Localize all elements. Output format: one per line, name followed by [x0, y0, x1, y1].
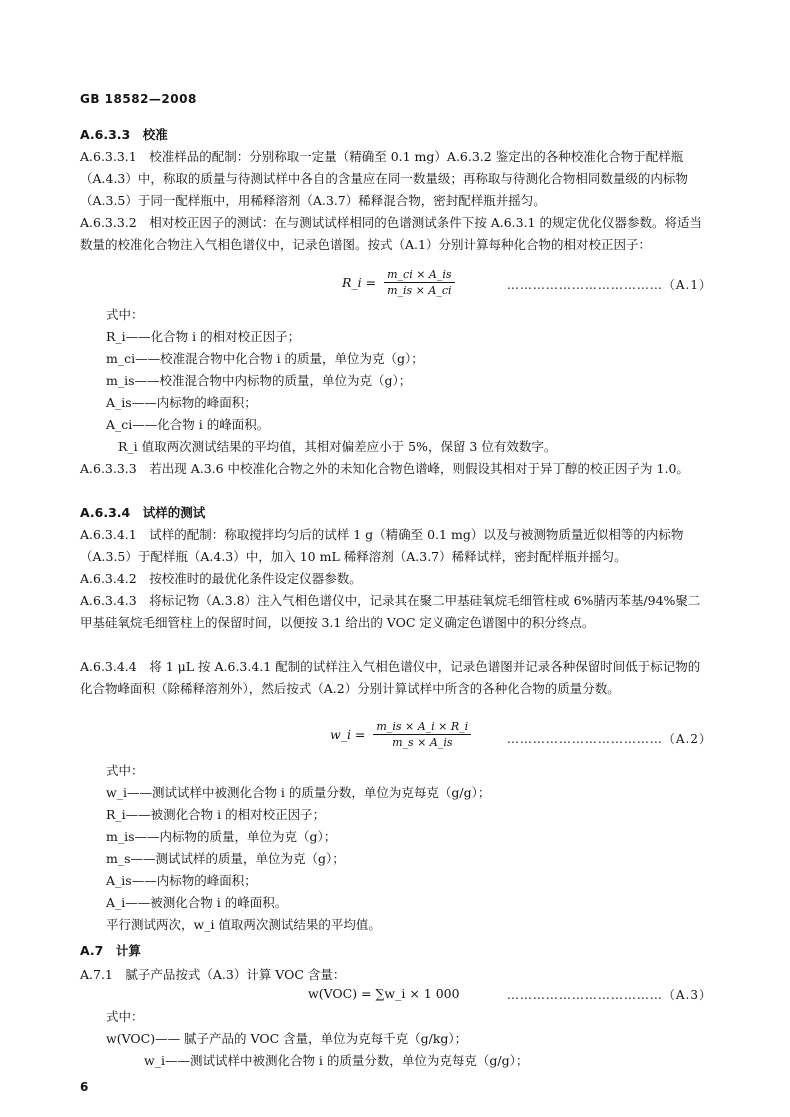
definition-item: R_i——化合物 i 的相对校正因子； — [106, 329, 301, 344]
definition-item: w_i——测试试样中被测化合物 i 的质量分数，单位为克每克（g/g）； — [144, 1053, 529, 1068]
equation-a1 — [80, 266, 712, 306]
fraction-denominator: m_s × A_is — [392, 736, 453, 749]
clause-a6333: A.6.3.3.3 若出现 A.3.6 中校准化合物之外的未知化合物色谱峰，则假设其相对于异丁醇的校正因子为 1.0。 — [80, 461, 689, 476]
equation-a3 — [80, 984, 712, 1008]
definition-item: A_is——内标物的峰面积； — [106, 873, 257, 888]
definition-item: A_is——内标物的峰面积； — [106, 395, 257, 410]
fraction — [373, 720, 471, 749]
definition-list — [80, 1028, 738, 1072]
definition-item: m_is——内标物的质量，单位为克（g）； — [106, 829, 337, 844]
definition-item: w(VOC)—— 腻子产品的 VOC 含量，单位为克每千克（g/kg）； — [106, 1031, 468, 1046]
heading-text: A.7 计算 — [80, 943, 141, 958]
fraction-numerator: m_ci × A_is — [384, 268, 454, 283]
ri-note: R_i 值取两次测试结果的平均值，其相对偏差应小于 5%，保留 3 位有效数字。 — [118, 439, 557, 454]
heading-text: A.6.3.3 校准 — [80, 127, 168, 142]
clause-a634-heading — [80, 502, 712, 524]
formula-wi — [330, 720, 471, 749]
equation-number: ………………………………（A.1） — [506, 278, 712, 292]
fraction-denominator: m_is × A_ci — [387, 284, 452, 297]
where-label: 式中： — [106, 1009, 144, 1024]
definition-item: m_s——测试试样的质量，单位为克（g）； — [106, 851, 345, 866]
standard-code: GB 18582—2008 — [80, 92, 197, 106]
page-number: 6 — [80, 1080, 89, 1094]
equation-number: ………………………………（A.3） — [506, 988, 712, 1002]
definition-item: A_i——被测化合物 i 的峰面积。 — [106, 895, 288, 910]
clause-a71: A.7.1 腻子产品按式（A.3）计算 VOC 含量： — [80, 967, 346, 982]
equation-a2 — [80, 720, 712, 760]
fraction — [384, 268, 454, 297]
clause-a7-heading — [80, 940, 712, 962]
fraction-numerator: m_is × A_i × R_i — [373, 720, 471, 735]
definition-item: m_is——校准混合物中内标物的质量，单位为克（g）； — [106, 373, 412, 388]
clause-a6341: A.6.3.4.1 试样的配制：称取搅拌均匀后的试样 1 g（精确至 0.1 mg）以及与被测物质量近似相等的内标物（A.3.5）于配样瓶（A.4.3）中，加入 10 mL 稀释溶剂（A.3.7）稀释试样，密封配样瓶并摇匀。 — [80, 527, 684, 564]
formula-voc: w(VOC) = ∑w_i × 1 000 — [308, 986, 460, 1001]
formula-lhs: w_i = — [330, 727, 366, 742]
equation-number: ………………………………（A.2） — [506, 732, 712, 746]
formula-ri — [342, 268, 455, 297]
definition-item: A_ci——化合物 i 的峰面积。 — [106, 417, 270, 432]
definition-item: m_ci——校准混合物中化合物 i 的质量，单位为克（g）； — [106, 351, 424, 366]
heading-text: A.6.3.4 试样的测试 — [80, 505, 206, 520]
definition-list — [80, 782, 738, 914]
parallel-note: 平行测试两次，w_i 值取两次测试结果的平均值。 — [106, 917, 381, 932]
clause-a633-heading — [80, 124, 712, 146]
where-label: 式中： — [106, 307, 144, 322]
definition-item: R_i——被测化合物 i 的相对校正因子； — [106, 807, 326, 822]
clause-a6331: A.6.3.3.1 校准样品的配制：分别称取一定量（精确至 0.1 mg）A.6.3.2 鉴定出的各种校准化合物于配样瓶（A.4.3）中，称取的质量与待测试样中各自的含量应在同一数量级；再称取与待测化合物相同数量级的内标物（A.3.5）于同一配样瓶中，用稀释溶剂（A.3.7）稀释混合物，密封配样瓶并摇匀。 — [80, 149, 688, 208]
clause-a6343: A.6.3.4.3 将标记物（A.3.8）注入气相色谱仪中，记录其在聚二甲基硅氧烷毛细管柱或 6%腈丙苯基/94%聚二甲基硅氧烷毛细管柱上的保留时间，以便按 3.1 给出的 VOC 定义确定色谱图中的积分终点。 — [80, 593, 701, 630]
definition-list — [80, 326, 738, 436]
formula-lhs: R_i = — [342, 275, 377, 290]
clause-a6332: A.6.3.3.2 相对校正因子的测试：在与测试试样相同的色谱测试条件下按 A.6.3.1 的规定优化仪器参数。将适当数量的校准化合物注入气相色谱仪中，记录色谱图。按式（A.1）分别计算每种化合物的相对校正因子： — [80, 215, 702, 252]
where-label: 式中： — [106, 763, 144, 778]
definition-item: w_i——测试试样中被测化合物 i 的质量分数，单位为克每克（g/g）； — [106, 785, 491, 800]
clause-a6342: A.6.3.4.2 按校准时的最优化条件设定仪器参数。 — [80, 571, 362, 586]
clause-a6344: A.6.3.4.4 将 1 μL 按 A.6.3.4.1 配制的试样注入气相色谱仪中，记录色谱图并记录各种保留时间低于标记物的化合物峰面积（除稀释溶剂外），然后按式（A.2）分别计算试样中所含的各种化合物的质量分数。 — [80, 659, 701, 696]
